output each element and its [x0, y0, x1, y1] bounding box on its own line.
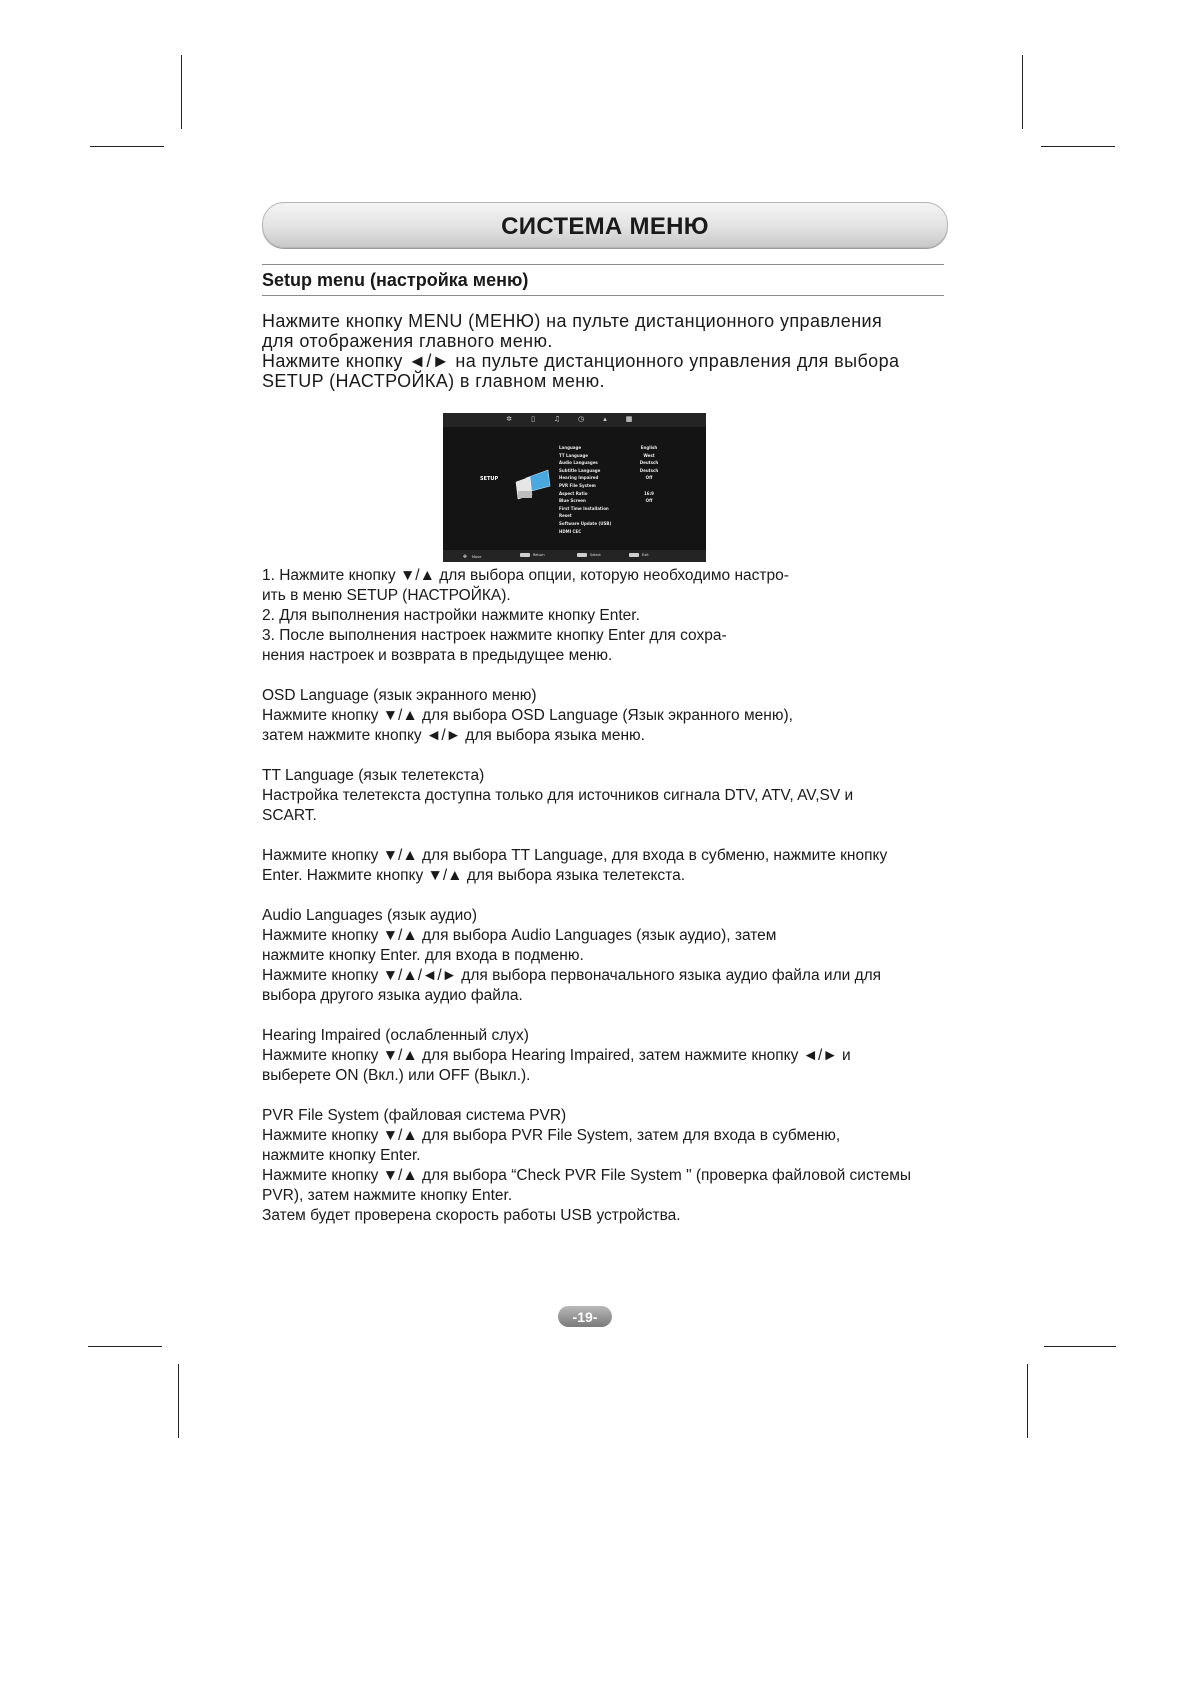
exit-key-icon — [629, 553, 639, 557]
text-line: нажмите кнопку Enter. для входа в подменю. — [262, 947, 584, 964]
text-line: нения настроек и возврата в предыдущее меню. — [262, 647, 613, 664]
osd-menu-value: 16:9 — [644, 490, 654, 496]
crop-mark — [1027, 1364, 1028, 1438]
text-line: Нажмите кнопку ▼/▲ для выбора TT Language, для входа в субменю, нажмите кнопку — [262, 847, 888, 864]
osd-hint-move — [461, 553, 481, 561]
menu-key-icon — [520, 553, 530, 557]
text-line: Нажмите кнопку ▼/▲ для выбора OSD Language (Язык экранного меню), — [262, 707, 793, 724]
osd-screenshot — [443, 413, 706, 562]
text-line: Нажмите кнопку MENU (МЕНЮ) на пульте дистанционного управления — [262, 311, 883, 331]
osd-menu-item[interactable]: Language — [559, 445, 582, 450]
osd-menu-item[interactable]: HDMI CEC — [559, 528, 582, 534]
subsection-title: OSD Language (язык экранного меню) — [262, 687, 537, 704]
crop-mark — [1044, 1346, 1116, 1347]
text-line: затем нажмите кнопку ◄/► для выбора языка меню. — [262, 727, 645, 744]
page-number-badge — [558, 1306, 612, 1327]
text-line: Нажмите кнопку ▼/▲ для выбора PVR File System, затем для входа в субменю, — [262, 1127, 841, 1144]
text-line: 3. После выполнения настроек нажмите кнопку Enter для сохра- — [262, 627, 727, 644]
lock-icon: ▴ — [603, 415, 607, 423]
enter-key-icon — [577, 553, 587, 557]
text-line: SETUP (НАСТРОЙКА) в главном меню. — [262, 371, 605, 391]
subsection-title: TT Language (язык телетекста) — [262, 767, 485, 784]
osd-hint-label: Select — [590, 553, 601, 557]
picture-icon: ✲ — [506, 415, 512, 423]
crop-mark — [1041, 146, 1115, 147]
divider — [262, 264, 944, 265]
osd-hint-exit — [629, 553, 649, 557]
osd-bottom-bar — [443, 550, 706, 562]
crop-mark — [88, 1346, 162, 1347]
osd-menu-item[interactable]: Audio Languages — [559, 460, 598, 466]
osd-menu-value: West — [643, 452, 655, 458]
tv-icon: ▯ — [531, 415, 535, 423]
osd-menu-value — [629, 482, 669, 490]
subsection-title: PVR File System (файловая система PVR) — [262, 1107, 567, 1124]
osd-menu-item[interactable]: Hearing Impaired — [559, 475, 599, 481]
text-line: выберете ON (Вкл.) или OFF (Выкл.). — [262, 1067, 531, 1084]
crop-mark — [90, 146, 164, 147]
osd-setup-label: SETUP — [480, 476, 499, 482]
text-line: нажмите кнопку Enter. — [262, 1147, 421, 1164]
osd-menu-item[interactable]: Reset — [559, 513, 572, 519]
divider — [262, 295, 944, 296]
text-line: для отображения главного меню. — [262, 331, 553, 351]
osd-menu-item[interactable]: First Time Installation — [559, 505, 609, 511]
osd-hint-return — [520, 553, 545, 557]
osd-hint-select — [577, 553, 601, 557]
header-banner — [262, 202, 948, 248]
crop-mark — [181, 55, 182, 129]
music-note-icon: ♫ — [553, 415, 561, 423]
text-line: Нажмите кнопку ▼/▲ для выбора Audio Languages (язык аудио), затем — [262, 927, 777, 944]
text-line: Нажмите кнопку ▼/▲ для выбора “Check PVR File System " (проверка файловой системы — [262, 1167, 912, 1184]
osd-hint-label: Exit — [642, 553, 649, 557]
move-arrows-icon: ✥ — [462, 554, 468, 560]
osd-menu-value: Deutsch — [639, 460, 659, 466]
osd-hint-label: Return — [533, 553, 545, 557]
text-line: ить в меню SETUP (НАСТРОЙКА). — [262, 587, 511, 604]
text-line: Нажмите кнопку ◄/► на пульте дистанционного управления для выбора — [262, 351, 900, 371]
subsection-title: Hearing Impaired (ослабленный слух) — [262, 1027, 529, 1044]
setup-folder-icon — [512, 468, 552, 500]
osd-menu-item[interactable]: PVR File System — [559, 482, 596, 488]
body-text — [262, 566, 962, 1226]
osd-menu-value: English — [640, 445, 658, 450]
osd-menu-item[interactable]: Aspect Ratio — [559, 490, 588, 496]
crop-mark — [178, 1364, 179, 1438]
osd-value-list — [629, 444, 669, 505]
osd-menu-value: Deutsch — [639, 467, 659, 473]
osd-menu-value: Off — [645, 475, 653, 481]
text-line: Нажмите кнопку ▼/▲/◄/► для выбора первоначального языка аудио файла или для — [262, 967, 882, 984]
crop-mark — [1022, 55, 1023, 129]
subsection-title: Audio Languages (язык аудио) — [262, 907, 478, 924]
text-line: выбора другого языка аудио файла. — [262, 987, 523, 1004]
clock-icon: ◷ — [577, 415, 585, 423]
text-line: Затем будет проверена скорость работы USB устройства. — [262, 1207, 681, 1224]
osd-hint-label: Move — [472, 555, 482, 559]
grid-icon: ▦ — [625, 415, 633, 423]
intro-paragraph — [262, 311, 962, 391]
osd-menu-item[interactable]: Subtitle Language — [559, 467, 601, 473]
osd-top-bar — [443, 413, 706, 427]
text-line: 1. Нажмите кнопку ▼/▲ для выбора опции, которую необходимо настро- — [262, 567, 789, 584]
section-heading: Setup menu (настройка меню) — [262, 270, 529, 290]
osd-menu-item[interactable]: Software Update (USB) — [559, 520, 612, 526]
osd-menu-value: Off — [645, 498, 653, 504]
text-line: SCART. — [262, 807, 317, 824]
page-number: -19- — [572, 1308, 598, 1325]
osd-menu-item[interactable]: TT Language — [559, 452, 589, 458]
text-line: Нажмите кнопку ▼/▲ для выбора Hearing Impaired, затем нажмите кнопку ◄/► и — [262, 1047, 851, 1064]
page-title: СИСТЕМА МЕНЮ — [501, 213, 709, 240]
text-line: 2. Для выполнения настройки нажмите кнопку Enter. — [262, 607, 640, 624]
text-line: Настройка телетекста доступна только для источников сигнала DTV, ATV, AV,SV и — [262, 787, 854, 804]
osd-menu-item[interactable]: Blue Screen — [559, 498, 586, 504]
text-line: Enter. Нажмите кнопку ▼/▲ для выбора языка телетекста. — [262, 867, 685, 884]
text-line: PVR), затем нажмите кнопку Enter. — [262, 1187, 513, 1204]
